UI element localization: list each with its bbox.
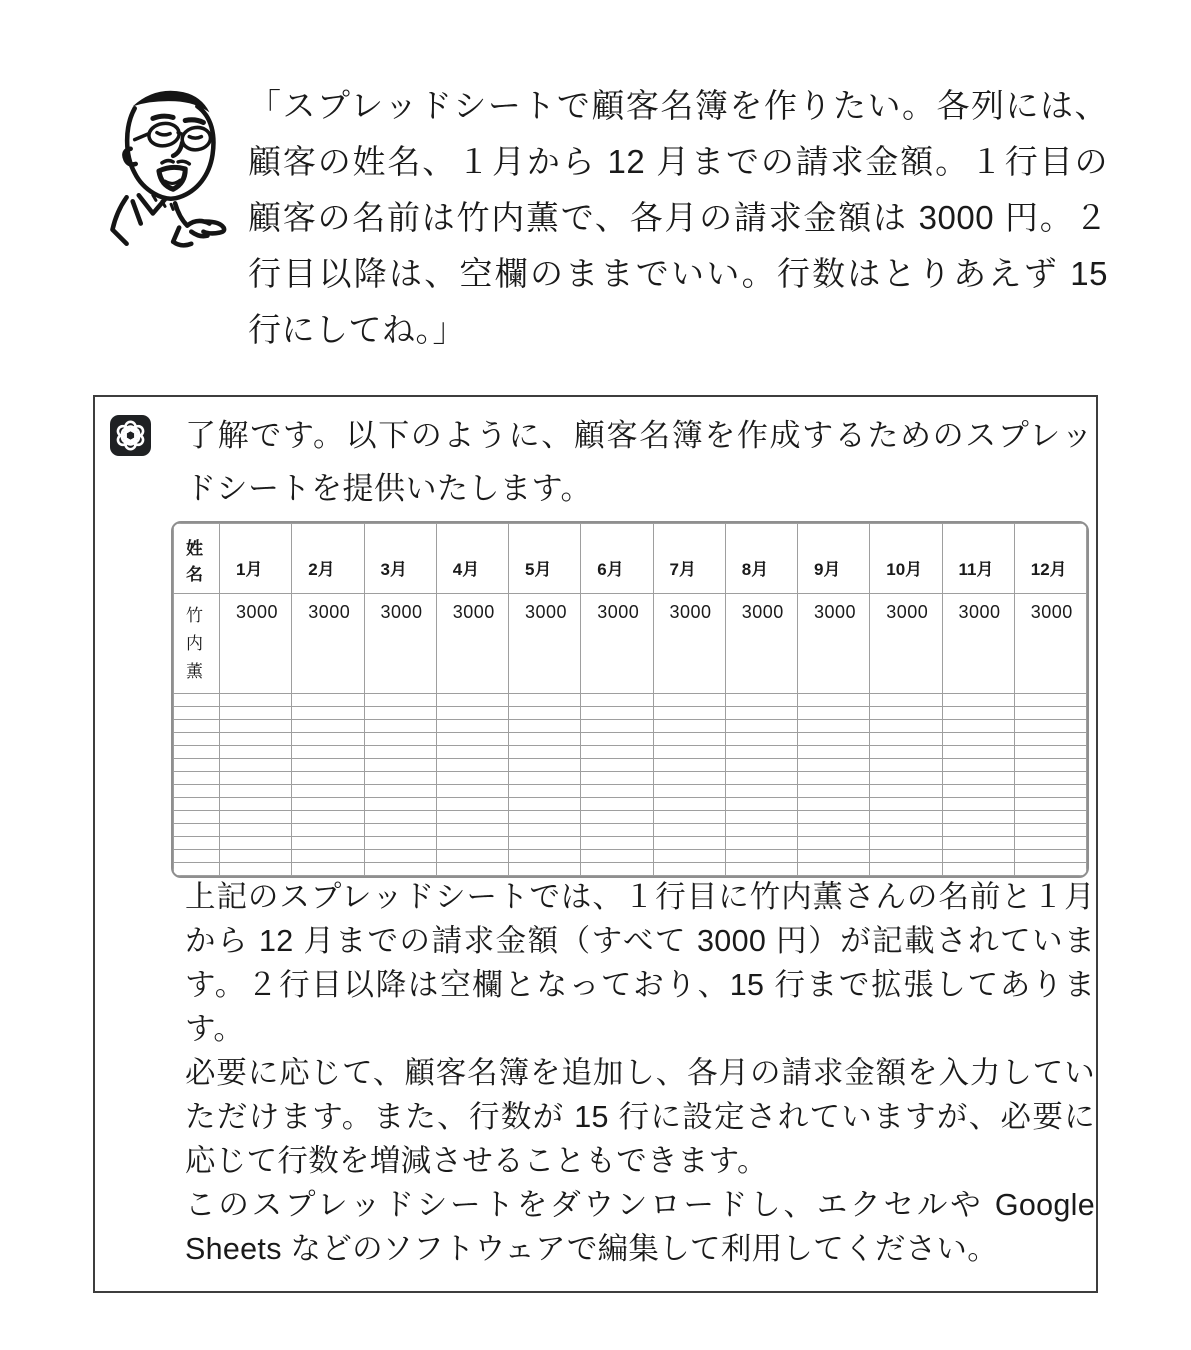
month-header-cell: 10月 — [870, 524, 942, 594]
empty-cell — [292, 694, 364, 707]
empty-cell — [581, 733, 653, 746]
empty-cell — [220, 707, 292, 720]
empty-cell — [942, 785, 1014, 798]
empty-cell — [581, 707, 653, 720]
empty-cell — [174, 811, 220, 824]
empty-cell — [942, 850, 1014, 863]
empty-cell — [870, 798, 942, 811]
empty-cell — [509, 707, 581, 720]
empty-cell — [509, 811, 581, 824]
empty-cell — [798, 759, 870, 772]
empty-cell — [1014, 798, 1086, 811]
empty-cell — [509, 733, 581, 746]
amount-cell: 3000 — [364, 594, 436, 694]
amount-cell: 3000 — [870, 594, 942, 694]
empty-cell — [725, 707, 797, 720]
empty-cell — [364, 720, 436, 733]
empty-cell — [870, 720, 942, 733]
month-header-cell: 8月 — [725, 524, 797, 594]
month-header-cell: 1月 — [220, 524, 292, 594]
empty-cell — [942, 733, 1014, 746]
empty-cell — [1014, 772, 1086, 785]
empty-cell — [870, 863, 942, 876]
empty-cell — [798, 785, 870, 798]
empty-cell — [725, 863, 797, 876]
empty-cell — [174, 733, 220, 746]
empty-cell — [581, 694, 653, 707]
empty-cell — [364, 850, 436, 863]
amount-cell: 3000 — [509, 594, 581, 694]
empty-cell — [174, 785, 220, 798]
empty-cell — [174, 759, 220, 772]
empty-cell — [436, 837, 508, 850]
openai-flower-glyph — [115, 420, 146, 451]
empty-cell — [509, 694, 581, 707]
empty-cell — [870, 759, 942, 772]
empty-cell — [942, 694, 1014, 707]
empty-cell — [436, 798, 508, 811]
empty-cell — [220, 733, 292, 746]
empty-cell — [436, 720, 508, 733]
empty-cell — [942, 824, 1014, 837]
empty-cell — [364, 772, 436, 785]
empty-cell — [870, 837, 942, 850]
empty-cell — [581, 837, 653, 850]
empty-cell — [436, 824, 508, 837]
empty-cell — [509, 746, 581, 759]
empty-cell — [1014, 694, 1086, 707]
empty-cell — [174, 772, 220, 785]
empty-cell — [653, 746, 725, 759]
empty-cell — [870, 824, 942, 837]
empty-cell — [942, 746, 1014, 759]
empty-row — [174, 733, 1087, 746]
empty-cell — [653, 720, 725, 733]
empty-cell — [364, 733, 436, 746]
empty-cell — [292, 863, 364, 876]
empty-cell — [220, 720, 292, 733]
empty-cell — [798, 733, 870, 746]
empty-cell — [798, 694, 870, 707]
empty-cell — [798, 863, 870, 876]
empty-cell — [174, 720, 220, 733]
empty-cell — [292, 850, 364, 863]
empty-cell — [653, 759, 725, 772]
amount-cell: 3000 — [1014, 594, 1086, 694]
empty-cell — [174, 798, 220, 811]
empty-cell — [364, 694, 436, 707]
empty-cell — [436, 772, 508, 785]
empty-cell — [942, 759, 1014, 772]
empty-cell — [1014, 759, 1086, 772]
empty-cell — [436, 733, 508, 746]
empty-cell — [725, 694, 797, 707]
empty-cell — [509, 772, 581, 785]
empty-cell — [364, 785, 436, 798]
empty-cell — [798, 824, 870, 837]
empty-cell — [364, 798, 436, 811]
empty-cell — [292, 811, 364, 824]
empty-cell — [292, 837, 364, 850]
empty-cell — [220, 772, 292, 785]
empty-cell — [436, 863, 508, 876]
empty-row — [174, 785, 1087, 798]
empty-cell — [292, 746, 364, 759]
empty-cell — [220, 863, 292, 876]
empty-cell — [653, 837, 725, 850]
month-header-cell: 5月 — [509, 524, 581, 594]
empty-cell — [220, 759, 292, 772]
empty-cell — [364, 746, 436, 759]
empty-cell — [292, 798, 364, 811]
empty-cell — [798, 772, 870, 785]
amount-cell: 3000 — [436, 594, 508, 694]
empty-cell — [292, 707, 364, 720]
empty-cell — [653, 824, 725, 837]
assistant-intro-text: 了解です。以下のように、顧客名簿を作成するためのスプレッドシートを提供いたします。 — [185, 418, 1093, 506]
empty-cell — [174, 694, 220, 707]
empty-cell — [725, 837, 797, 850]
empty-row — [174, 798, 1087, 811]
empty-cell — [581, 759, 653, 772]
empty-cell — [220, 798, 292, 811]
empty-cell — [653, 863, 725, 876]
empty-cell — [364, 837, 436, 850]
empty-cell — [292, 733, 364, 746]
empty-cell — [653, 811, 725, 824]
empty-cell — [653, 694, 725, 707]
empty-cell — [581, 811, 653, 824]
empty-cell — [174, 850, 220, 863]
empty-cell — [436, 707, 508, 720]
empty-cell — [725, 772, 797, 785]
empty-cell — [870, 694, 942, 707]
empty-cell — [870, 772, 942, 785]
empty-cell — [725, 811, 797, 824]
hand-drawn-man-pointing-illustration — [82, 76, 244, 268]
month-header-cell: 2月 — [292, 524, 364, 594]
empty-cell — [436, 811, 508, 824]
empty-cell — [798, 837, 870, 850]
assistant-paragraph: このスプレッドシートをダウンロードし、エクセルや Google Sheets などのソフトウェアで編集して利用してください。 — [185, 1188, 1095, 1266]
empty-cell — [870, 785, 942, 798]
empty-cell — [942, 772, 1014, 785]
empty-cell — [436, 746, 508, 759]
empty-cell — [220, 824, 292, 837]
empty-cell — [870, 850, 942, 863]
assistant-paragraph: 必要に応じて、顧客名簿を追加し、各月の請求金額を入力していただけます。また、行数が 15 行に設定されていますが、必要に応じて行数を増減させることもできます。 — [185, 1056, 1095, 1178]
empty-row — [174, 811, 1087, 824]
empty-cell — [581, 772, 653, 785]
empty-cell — [725, 798, 797, 811]
empty-cell — [1014, 707, 1086, 720]
assistant-paragraph: 上記のスプレッドシートでは、１行目に竹内薫さんの名前と１月から 12 月までの請求金額（すべて 3000 円）が記載されています。２行目以降は空欄となっており、15 行まで拡張してあります。 — [185, 880, 1095, 1046]
empty-cell — [581, 746, 653, 759]
empty-cell — [1014, 720, 1086, 733]
month-header-cell: 4月 — [436, 524, 508, 594]
empty-cell — [1014, 785, 1086, 798]
assistant-body-text — [185, 875, 1095, 1271]
empty-cell — [581, 798, 653, 811]
empty-cell — [364, 811, 436, 824]
empty-cell — [509, 824, 581, 837]
empty-row — [174, 837, 1087, 850]
empty-cell — [653, 772, 725, 785]
empty-cell — [364, 824, 436, 837]
empty-cell — [509, 720, 581, 733]
empty-cell — [174, 863, 220, 876]
table-header-row — [174, 524, 1087, 594]
empty-row — [174, 772, 1087, 785]
empty-cell — [1014, 811, 1086, 824]
empty-cell — [509, 759, 581, 772]
amount-cell: 3000 — [725, 594, 797, 694]
empty-row — [174, 707, 1087, 720]
empty-cell — [653, 785, 725, 798]
empty-cell — [942, 798, 1014, 811]
empty-cell — [581, 850, 653, 863]
empty-cell — [174, 824, 220, 837]
amount-cell: 3000 — [292, 594, 364, 694]
empty-cell — [942, 863, 1014, 876]
empty-cell — [220, 850, 292, 863]
month-header-cell: 9月 — [798, 524, 870, 594]
empty-cell — [509, 863, 581, 876]
empty-cell — [870, 733, 942, 746]
empty-cell — [942, 707, 1014, 720]
month-header-cell: 12月 — [1014, 524, 1086, 594]
empty-cell — [870, 707, 942, 720]
empty-cell — [364, 759, 436, 772]
empty-cell — [436, 694, 508, 707]
empty-cell — [174, 746, 220, 759]
spreadsheet-table — [171, 521, 1089, 878]
customer-name-cell: 竹内薫 — [174, 594, 220, 694]
amount-cell: 3000 — [581, 594, 653, 694]
empty-row — [174, 824, 1087, 837]
empty-cell — [436, 785, 508, 798]
empty-cell — [364, 707, 436, 720]
empty-cell — [725, 720, 797, 733]
empty-row — [174, 850, 1087, 863]
assistant-reply-panel — [93, 395, 1098, 1293]
empty-cell — [653, 733, 725, 746]
empty-cell — [653, 707, 725, 720]
empty-cell — [725, 759, 797, 772]
table-row — [174, 594, 1087, 694]
empty-row — [174, 720, 1087, 733]
empty-cell — [798, 720, 870, 733]
empty-cell — [725, 746, 797, 759]
empty-cell — [798, 798, 870, 811]
empty-cell — [798, 746, 870, 759]
amount-cell: 3000 — [798, 594, 870, 694]
empty-cell — [581, 785, 653, 798]
empty-cell — [509, 837, 581, 850]
name-header-cell: 姓名 — [174, 524, 220, 594]
empty-cell — [174, 707, 220, 720]
empty-cell — [653, 850, 725, 863]
empty-cell — [509, 785, 581, 798]
empty-cell — [870, 746, 942, 759]
empty-cell — [942, 811, 1014, 824]
empty-cell — [725, 850, 797, 863]
empty-row — [174, 694, 1087, 707]
empty-row — [174, 746, 1087, 759]
empty-cell — [1014, 746, 1086, 759]
empty-cell — [725, 733, 797, 746]
empty-cell — [292, 720, 364, 733]
empty-cell — [798, 850, 870, 863]
customer-request-quote: 「スプレッドシートで顧客名簿を作りたい。各列には、顧客の姓名、１月から 12 月までの請求金額。１行目の顧客の名前は竹内薫で、各月の請求金額は 3000 円。２行目以降は、空欄のままでいい。行数はとりあえず 15 行にしてね。」 — [248, 87, 1108, 348]
empty-cell — [436, 850, 508, 863]
empty-cell — [1014, 863, 1086, 876]
empty-cell — [653, 798, 725, 811]
empty-cell — [1014, 850, 1086, 863]
empty-cell — [436, 759, 508, 772]
empty-cell — [1014, 837, 1086, 850]
empty-cell — [292, 759, 364, 772]
empty-cell — [798, 811, 870, 824]
empty-row — [174, 863, 1087, 876]
empty-cell — [509, 798, 581, 811]
empty-cell — [220, 785, 292, 798]
month-header-cell: 7月 — [653, 524, 725, 594]
empty-cell — [220, 746, 292, 759]
empty-cell — [292, 824, 364, 837]
empty-cell — [174, 837, 220, 850]
empty-cell — [1014, 733, 1086, 746]
amount-cell: 3000 — [220, 594, 292, 694]
month-header-cell: 11月 — [942, 524, 1014, 594]
customer-roster-table — [173, 523, 1087, 876]
month-header-cell: 6月 — [581, 524, 653, 594]
empty-cell — [581, 720, 653, 733]
empty-row — [174, 759, 1087, 772]
month-header-cell: 3月 — [364, 524, 436, 594]
empty-cell — [220, 694, 292, 707]
empty-cell — [220, 837, 292, 850]
empty-cell — [364, 863, 436, 876]
empty-cell — [942, 837, 1014, 850]
amount-cell: 3000 — [653, 594, 725, 694]
empty-cell — [870, 811, 942, 824]
empty-cell — [725, 785, 797, 798]
empty-cell — [942, 720, 1014, 733]
chatgpt-logo-icon — [110, 415, 151, 456]
empty-cell — [581, 863, 653, 876]
empty-cell — [220, 811, 292, 824]
empty-cell — [581, 824, 653, 837]
empty-cell — [798, 707, 870, 720]
empty-cell — [725, 824, 797, 837]
empty-cell — [292, 772, 364, 785]
empty-cell — [1014, 824, 1086, 837]
empty-cell — [509, 850, 581, 863]
amount-cell: 3000 — [942, 594, 1014, 694]
empty-cell — [292, 785, 364, 798]
